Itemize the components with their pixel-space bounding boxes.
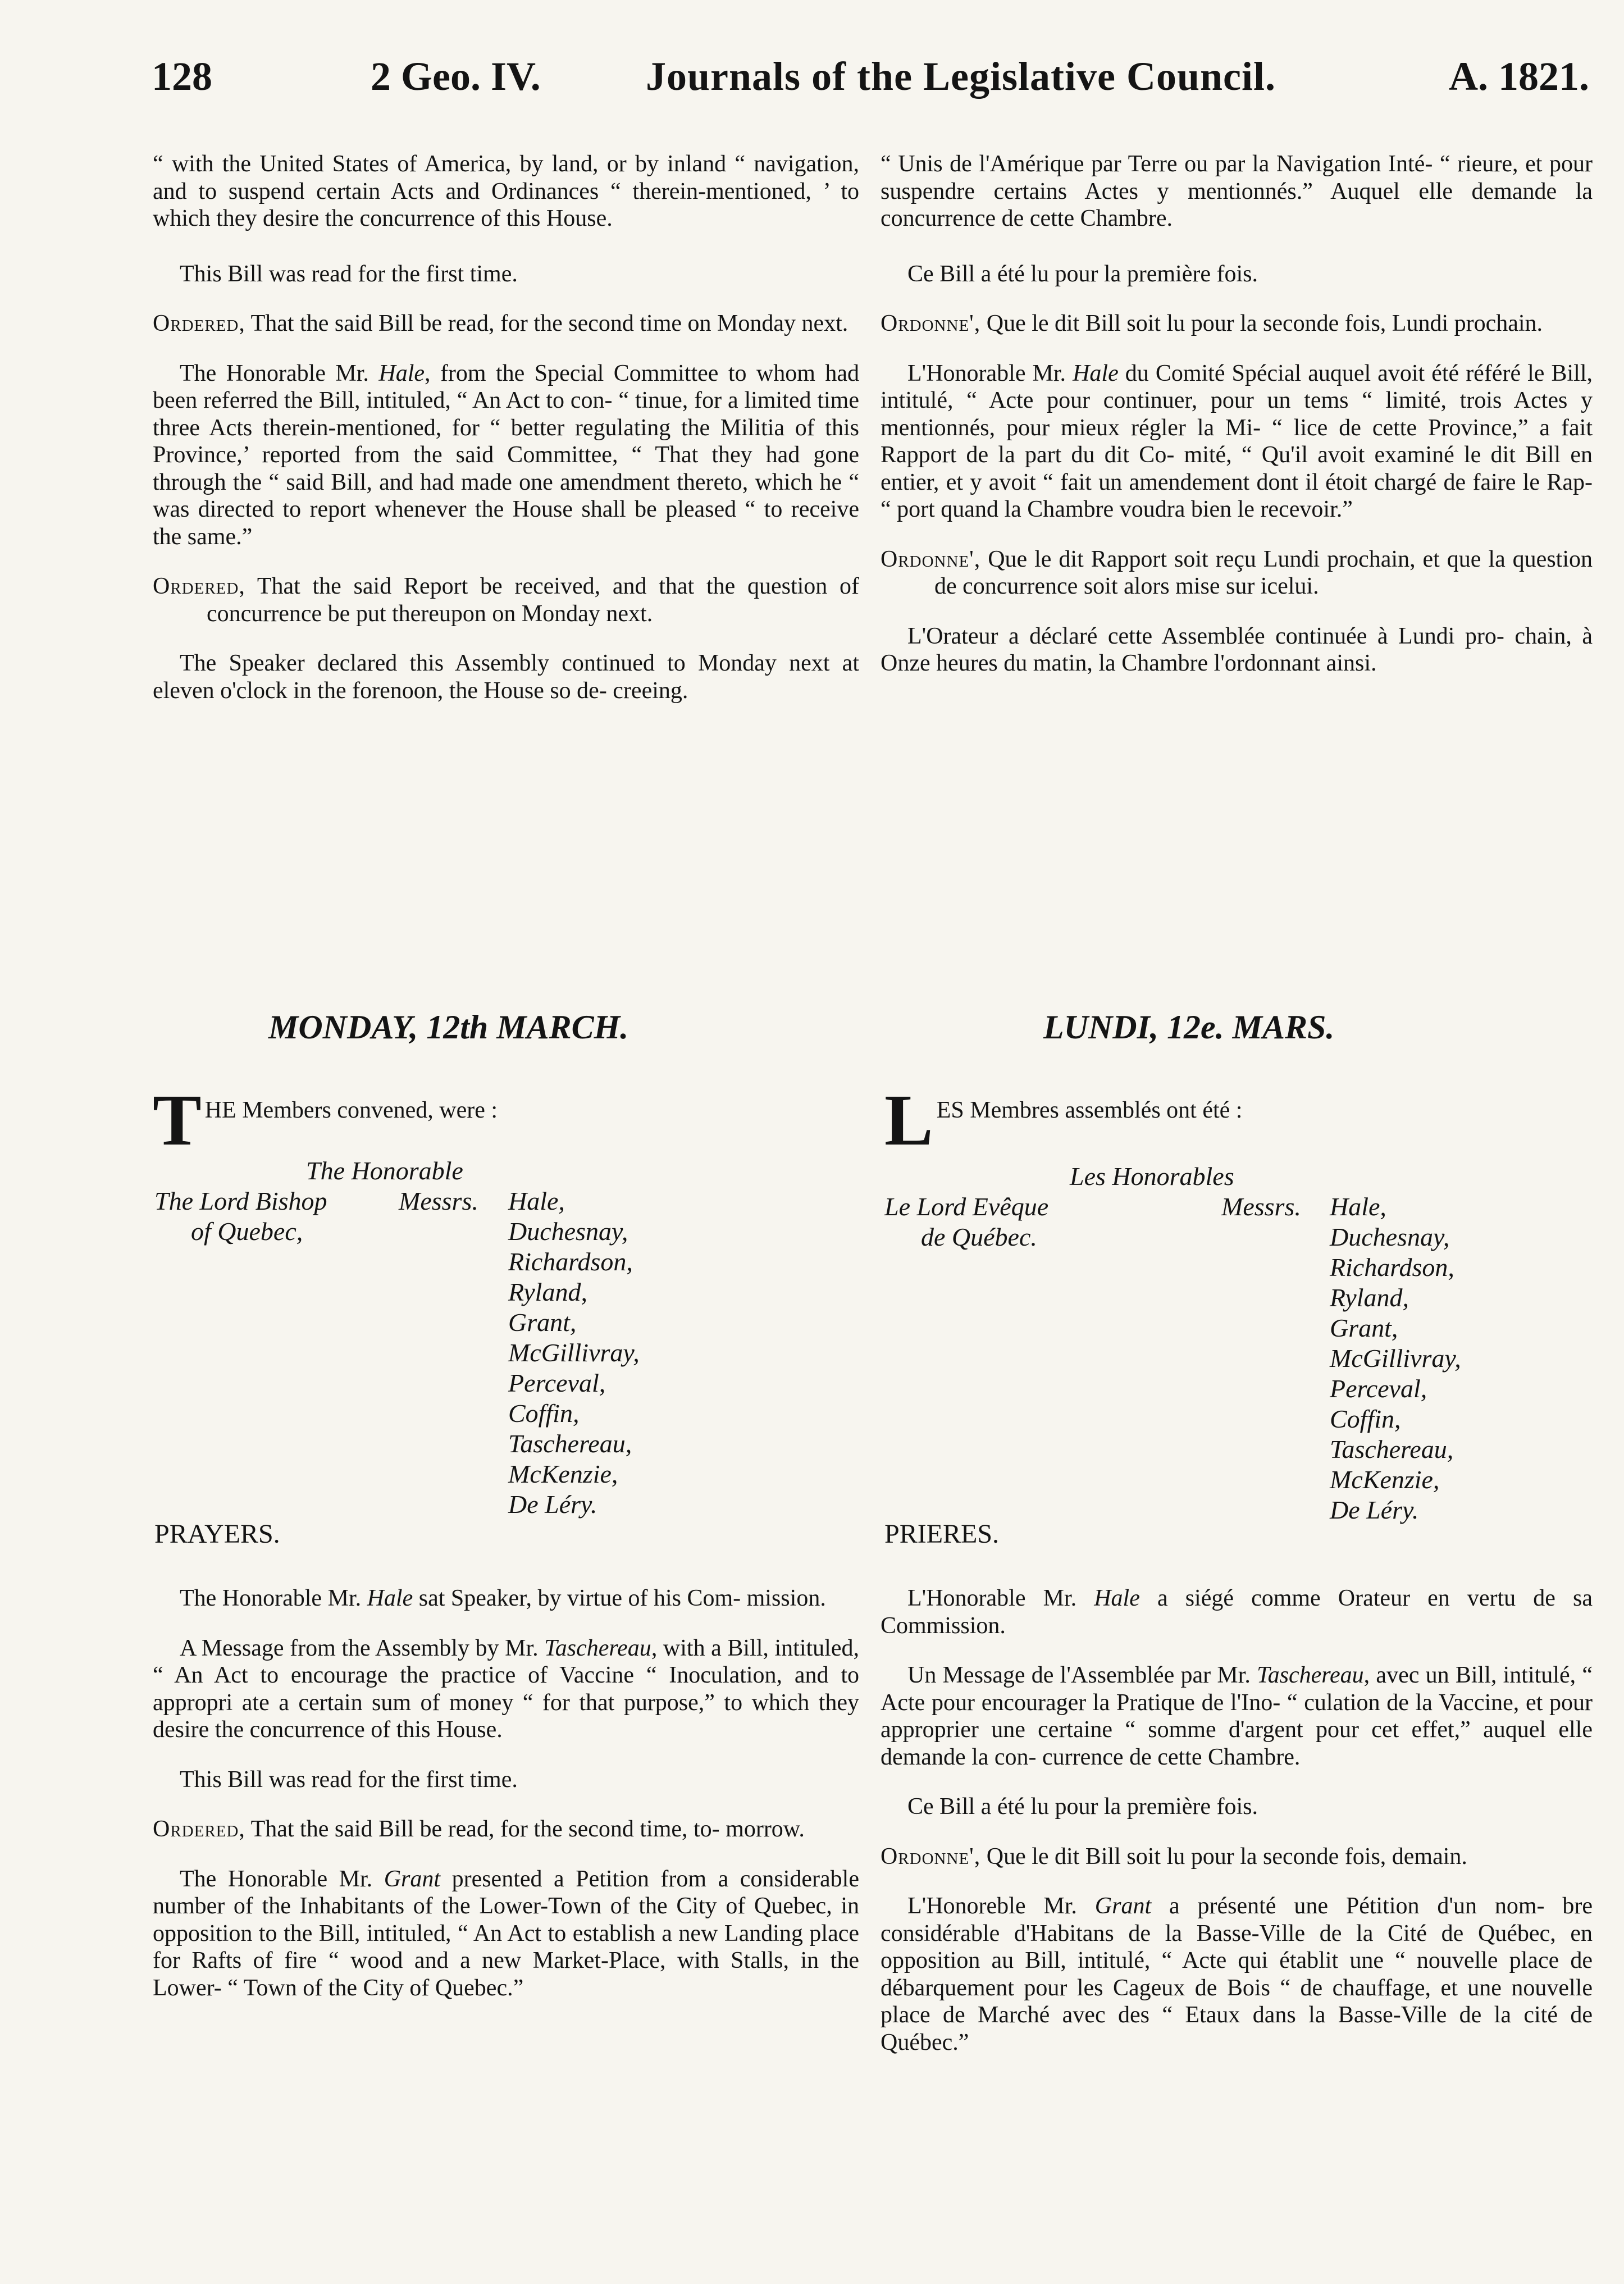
bishop-line: The Lord Bishop xyxy=(154,1187,327,1215)
bishop-line: de Québec. xyxy=(921,1223,1037,1251)
day-heading-french: LUNDI, 12e. MARS. xyxy=(1043,1009,1335,1046)
member-name: Duchesnay, xyxy=(1330,1223,1450,1251)
calendar-year: A. 1821. xyxy=(1449,54,1589,99)
paragraph: L'Orateur a déclaré cette Assemblée continuée à Lundi pro- chain, à Onze heures du matin, la Chambre l'ordonnant ainsi. xyxy=(881,623,1593,676)
member-name: De Léry. xyxy=(1330,1496,1419,1524)
french-column-top xyxy=(881,151,1593,677)
order-paragraph: Ordonne', Que le dit Bill soit lu pour la seconde fois, demain. xyxy=(881,1843,1467,1870)
paragraph: This Bill was read for the first time. xyxy=(180,1766,518,1793)
running-header xyxy=(152,53,1589,115)
english-column-top xyxy=(153,151,859,704)
order-paragraph: Ordered, That the said Bill be read, for the second time, to- morrow. xyxy=(153,1816,805,1842)
member-name: McGillivray, xyxy=(508,1338,640,1367)
member-name: Taschereau, xyxy=(1330,1435,1454,1464)
paragraph: The Honorable Mr. Grant presented a Petition from a considerable number of the Inhabitants of the Lower-Town of the City of Quebec, in opposition to the Bill, intituled, “ An Act to establish a new Landing place for Rafts of fire “ wood and a new Market-Place, with Stalls, in the Lower- “ Town of the City of Quebec.” xyxy=(153,1866,859,2001)
member-name: Hale xyxy=(367,1585,413,1611)
paragraph: The Honorable Mr. Hale, from the Special Committee to whom had been referred the Bill, intituled, “ An Act to con- “ tinue, for a limited time three Acts therein-mentioned, for “ better regulating the Militia of this Province,’ reported from the said Committee, “ That they had gone through the “ said Bill, and had made one amendment thereto, which he “ was directed to report whenever the House shall be pleased “ to receive the same.” xyxy=(153,360,859,550)
paragraph: Ce Bill a été lu pour la première fois. xyxy=(907,261,1258,287)
member-name: Perceval, xyxy=(508,1369,606,1397)
member-name: Grant, xyxy=(508,1308,577,1337)
paragraph: Un Message de l'Assemblée par Mr. Taschereau, avec un Bill, intitulé, “ Acte pour encourager la Pratique de l'Ino- “ culation de la Vaccine, et pour approprier une certaine “ somme d'argent pour cet effet,” auquel elle demande la con- currence de cette Chambre. xyxy=(881,1662,1593,1770)
member-name: McKenzie, xyxy=(508,1460,618,1488)
english-column-bottom xyxy=(153,1585,859,2002)
member-name: Hale, xyxy=(1330,1192,1386,1221)
member-name: Grant, xyxy=(1330,1314,1398,1342)
prayers-heading-french: PRIERES. xyxy=(884,1519,1000,1549)
member-name: Taschereau xyxy=(544,1635,651,1661)
paragraph: The Speaker declared this Assembly continued to Monday next at eleven o'clock in the forenoon, the House so de- creeing. xyxy=(153,650,859,704)
member-name: Grant xyxy=(1094,1893,1152,1919)
member-name: Coffin, xyxy=(1330,1405,1401,1433)
prayers-heading-english: PRAYERS. xyxy=(154,1519,280,1549)
member-name: Grant xyxy=(384,1866,441,1892)
members-convened-french: LES Membres assemblés ont été : xyxy=(884,1080,1243,1161)
member-name: Ryland, xyxy=(1330,1283,1409,1312)
messrs-label: Messrs. xyxy=(1221,1192,1301,1221)
paragraph: “ Unis de l'Amérique par Terre ou par la Navigation Inté- “ rieure, et pour suspendre certains Actes y mentionnés.” Auquel elle demande la concurrence de cette Chambre. xyxy=(881,151,1593,231)
honorable-heading: The Honorable xyxy=(306,1156,463,1185)
member-name: Duchesnay, xyxy=(508,1217,628,1246)
order-lead: Ordonne', xyxy=(881,311,981,336)
member-name: Richardson, xyxy=(1330,1253,1454,1282)
french-column-bottom xyxy=(881,1585,1593,2056)
drop-cap: T xyxy=(153,1080,202,1161)
member-name: Perceval, xyxy=(1330,1374,1427,1403)
bishop-line: of Quebec, xyxy=(191,1217,303,1246)
member-name: Richardson, xyxy=(508,1247,633,1276)
member-name: Hale xyxy=(378,360,425,386)
honorable-heading: Les Honorables xyxy=(1070,1162,1234,1191)
member-name: McKenzie, xyxy=(1330,1465,1440,1494)
paragraph: A Message from the Assembly by Mr. Taschereau, with a Bill, intituled, “ An Act to encourage the practice of Vaccine “ Inoculation, and to appropri ate a certain sum of money “ for that purpose,” to which they desire the concurrence of this House. xyxy=(153,1635,859,1743)
paragraph: The Honorable Mr. Hale sat Speaker, by virtue of his Com- mission. xyxy=(180,1585,826,1611)
order-lead: Ordered, xyxy=(153,1816,245,1842)
member-name: McGillivray, xyxy=(1330,1344,1461,1373)
paragraph: “ with the United States of America, by land, or by inland “ navigation, and to suspend certain Acts and Ordinances “ therein-mentioned, ’ to which they desire the concurrence of this House. xyxy=(153,151,859,231)
member-name: De Léry. xyxy=(508,1490,597,1519)
members-convened-english: THE Members convened, were : xyxy=(153,1080,498,1161)
journal-title: Journals of the Legislative Council. xyxy=(646,54,1276,99)
member-name: Ryland, xyxy=(508,1278,587,1306)
order-paragraph: Ordered, That the said Report be received, and that the question of concurrence be put thereupon on Monday next. xyxy=(153,573,859,627)
regnal-year: 2 Geo. IV. xyxy=(371,54,541,99)
paragraph: This Bill was read for the first time. xyxy=(180,261,518,287)
paragraph: Ce Bill a été lu pour la première fois. xyxy=(907,1794,1258,1820)
paragraph: L'Honoreble Mr. Grant a présenté une Pétition d'un nom- bre considérable d'Habitans de la Basse-Ville de la Cité de Québec, en opposition au Bill, intitulé, “ Acte qui établit une “ nouvelle place de débarquement pour les Cageux de Bois “ de chauffage, et une nouvelle place de Marché avec des “ Etaux dans la Basse-Ville de la cité de Québec.” xyxy=(881,1893,1593,2055)
paragraph: L'Honorable Mr. Hale a siégé comme Orateur en vertu de sa Commission. xyxy=(881,1585,1593,1639)
bishop-line: Le Lord Evêque xyxy=(884,1192,1049,1221)
order-paragraph: Ordonne', Que le dit Rapport soit reçu Lundi prochain, et que la question de concurrence soit alors mise sur icelui. xyxy=(881,546,1593,599)
member-name: Hale, xyxy=(508,1187,565,1215)
member-name: Hale xyxy=(1094,1585,1140,1611)
order-lead: Ordonne', xyxy=(881,1843,981,1870)
member-name: Taschereau, xyxy=(508,1429,632,1458)
order-lead: Ordered, xyxy=(153,573,245,599)
order-lead: Ordonne', xyxy=(881,546,981,572)
day-heading-english: MONDAY, 12th MARCH. xyxy=(268,1009,629,1046)
order-lead: Ordered, xyxy=(153,311,245,336)
member-name: Hale xyxy=(1073,360,1119,386)
member-name: Coffin, xyxy=(508,1399,580,1428)
order-paragraph: Ordered, That the said Bill be read, for the second time on Monday next. xyxy=(153,311,849,336)
order-paragraph: Ordonne', Que le dit Bill soit lu pour la seconde fois, Lundi prochain. xyxy=(881,311,1543,336)
page-number: 128 xyxy=(152,54,212,99)
member-name: Taschereau xyxy=(1257,1662,1364,1688)
messrs-label: Messrs. xyxy=(399,1187,478,1215)
paragraph: L'Honorable Mr. Hale du Comité Spécial auquel avoit été référé le Bill, intitulé, “ Acte pour continuer, pour un tems “ limité, trois Actes y mentionnés, pour mieux régler la Mi- “ lice de cette Province,” a fait Rapport de la part du dit Co- mité, “ Qu'il avoit examiné le dit Bill en entier, et y avoit “ fait un amendement dont il étoit chargé de faire le Rap- “ port quand la Chambre voudra bien le recevoir.” xyxy=(881,360,1593,522)
drop-cap: L xyxy=(884,1080,933,1161)
